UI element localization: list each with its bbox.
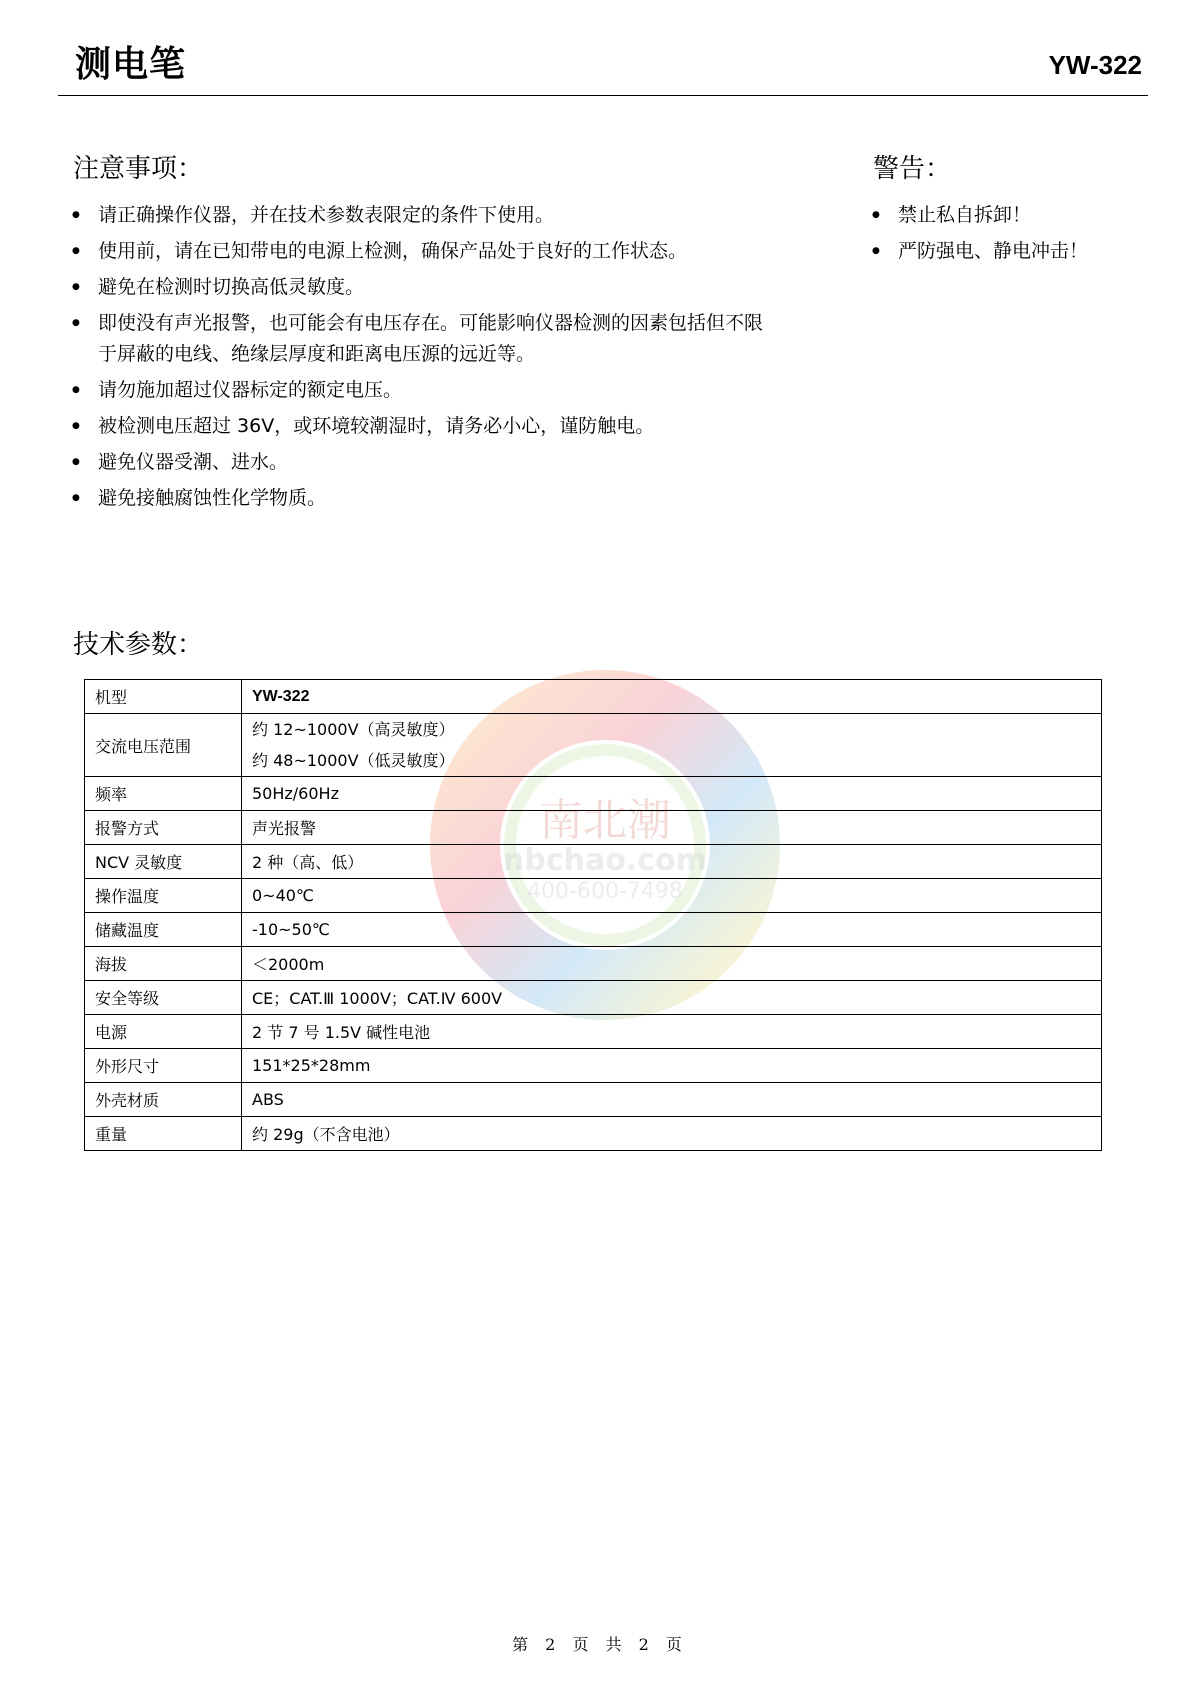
spec-table xyxy=(84,679,1102,1151)
spec-label: 机型 xyxy=(85,680,242,714)
spec-label: 报警方式 xyxy=(85,811,242,845)
header-divider xyxy=(58,95,1148,96)
spec-value: 声光报警 xyxy=(242,811,1102,845)
document-title: 测电笔 xyxy=(75,44,187,85)
specs-heading: 技术参数： xyxy=(73,630,204,660)
list-item: ● 避免仪器受潮、进水。 xyxy=(72,447,772,478)
list-item: ● 被检测电压超过 36V，或环境较潮湿时，请务必小心，谨防触电。 xyxy=(72,411,772,442)
table-row xyxy=(85,947,1102,981)
spec-value-line: 约 12~1000V（高灵敏度） xyxy=(252,720,455,739)
table-row xyxy=(85,981,1102,1015)
spec-value: 50Hz/60Hz xyxy=(242,777,1102,811)
spec-value: ABS xyxy=(242,1083,1102,1117)
spec-label: 储藏温度 xyxy=(85,913,242,947)
list-item: ● 禁止私自拆卸！ xyxy=(872,200,1162,231)
spec-label: NCV 灵敏度 xyxy=(85,845,242,879)
spec-value: 约 29g（不含电池） xyxy=(242,1117,1102,1151)
spec-value: CE；CAT.Ⅲ 1000V；CAT.Ⅳ 600V xyxy=(242,981,1102,1015)
precautions-list xyxy=(72,200,772,519)
spec-label: 外壳材质 xyxy=(85,1083,242,1117)
table-row xyxy=(85,1117,1102,1151)
table-row xyxy=(85,680,1102,714)
spec-value: 2 节 7 号 1.5V 碱性电池 xyxy=(242,1015,1102,1049)
spec-value: ＜2000m xyxy=(242,947,1102,981)
spec-label: 交流电压范围 xyxy=(85,714,242,777)
table-row xyxy=(85,1015,1102,1049)
spec-value: -10~50℃ xyxy=(242,913,1102,947)
list-item: ● 请正确操作仪器，并在技术参数表限定的条件下使用。 xyxy=(72,200,772,231)
table-row xyxy=(85,1049,1102,1083)
table-row xyxy=(85,913,1102,947)
page-number: 第 2 页 共 2 页 xyxy=(512,1635,688,1654)
watermark-phone: 400-600-7498 xyxy=(527,879,683,904)
spec-value: 0~40℃ xyxy=(242,879,1102,913)
spec-value-line: 约 48~1000V（低灵敏度） xyxy=(252,751,455,770)
model-number: YW-322 xyxy=(1048,50,1142,80)
spec-value: YW-322 xyxy=(242,680,1102,714)
table-row xyxy=(85,777,1102,811)
list-item: ● 即使没有声光报警，也可能会有电压存在。可能影响仪器检测的因素包括但不限于屏蔽的电线、绝缘层厚度和距离电压源的远近等。 xyxy=(72,308,772,370)
spec-value: 2 种（高、低） xyxy=(242,845,1102,879)
watermark-site: nbchao.com xyxy=(503,843,707,878)
warnings-heading: 警告： xyxy=(873,154,952,184)
precautions-heading: 注意事项： xyxy=(73,154,204,184)
table-row xyxy=(85,1083,1102,1117)
spec-label: 操作温度 xyxy=(85,879,242,913)
list-item: ● 请勿施加超过仪器标定的额定电压。 xyxy=(72,375,772,406)
table-row xyxy=(85,879,1102,913)
list-item: ● 避免在检测时切换高低灵敏度。 xyxy=(72,272,772,303)
list-item: ● 严防强电、静电冲击！ xyxy=(872,236,1162,267)
spec-label: 外形尺寸 xyxy=(85,1049,242,1083)
spec-label: 电源 xyxy=(85,1015,242,1049)
list-item: ● 避免接触腐蚀性化学物质。 xyxy=(72,483,772,514)
table-row xyxy=(85,845,1102,879)
watermark-brand: 南北潮 xyxy=(539,795,671,846)
table-row xyxy=(85,714,1102,777)
spec-label: 海拔 xyxy=(85,947,242,981)
spec-value xyxy=(242,714,1102,777)
spec-label: 重量 xyxy=(85,1117,242,1151)
spec-label: 安全等级 xyxy=(85,981,242,1015)
warnings-list xyxy=(872,200,1162,272)
list-item: ● 使用前，请在已知带电的电源上检测，确保产品处于良好的工作状态。 xyxy=(72,236,772,267)
table-row xyxy=(85,811,1102,845)
spec-value: 151*25*28mm xyxy=(242,1049,1102,1083)
spec-label: 频率 xyxy=(85,777,242,811)
